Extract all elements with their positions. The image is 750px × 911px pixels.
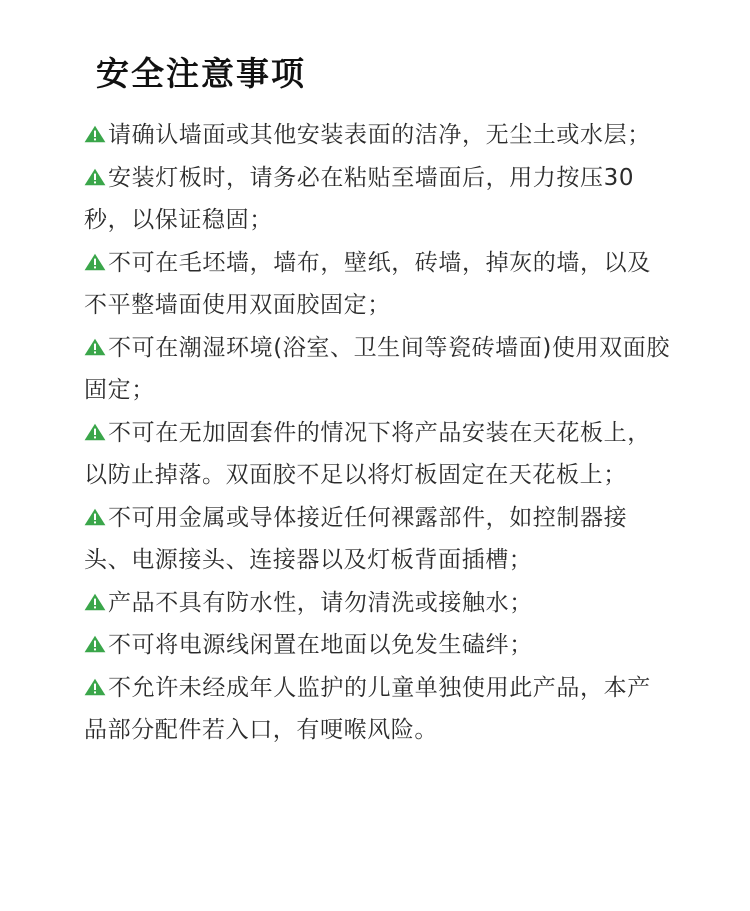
safety-note [84,412,670,497]
page-title: 安全注意事项 [96,54,306,93]
safety-note-text: 不允许未经成年人监护的儿童单独使用此产品，本产品部分配件若入口，有哽喉风险。 [84,674,651,743]
safety-note [84,157,670,242]
warning-triangle-icon [84,508,106,526]
safety-note [84,667,670,752]
safety-note-text: 请确认墙面或其他安装表面的洁净，无尘土或水层； [108,122,651,148]
warning-triangle-icon [84,678,106,696]
warning-triangle-icon [84,423,106,441]
safety-note-text: 安装灯板时，请务必在粘贴至墙面后，用力按压30秒，以保证稳固； [84,164,635,233]
safety-note-text: 不可在毛坯墙，墙布，壁纸，砖墙，掉灰的墙，以及不平整墙面使用双面胶固定； [84,249,651,318]
warning-triangle-icon [84,635,106,653]
safety-notes-list [84,114,670,752]
safety-note [84,114,670,157]
safety-note-text: 不可在潮湿环境(浴室、卫生间等瓷砖墙面)使用双面胶固定； [84,334,670,403]
safety-note-text: 不可将电源线闲置在地面以免发生磕绊； [108,632,533,658]
safety-note [84,497,670,582]
warning-triangle-icon [84,593,106,611]
safety-note-text: 不可用金属或导体接近任何裸露部件，如控制器接头、电源接头、连接器以及灯板背面插槽； [84,504,628,573]
warning-triangle-icon [84,253,106,271]
safety-note [84,582,670,625]
safety-note [84,327,670,412]
warning-triangle-icon [84,338,106,356]
safety-note [84,242,670,327]
safety-note [84,624,670,667]
warning-triangle-icon [84,168,106,186]
safety-note-text: 产品不具有防水性，请勿清洗或接触水； [108,589,533,616]
warning-triangle-icon [84,125,106,143]
safety-note-text: 不可在无加固套件的情况下将产品安装在天花板上，以防止掉落。双面胶不足以将灯板固定在天花板上； [84,419,651,488]
